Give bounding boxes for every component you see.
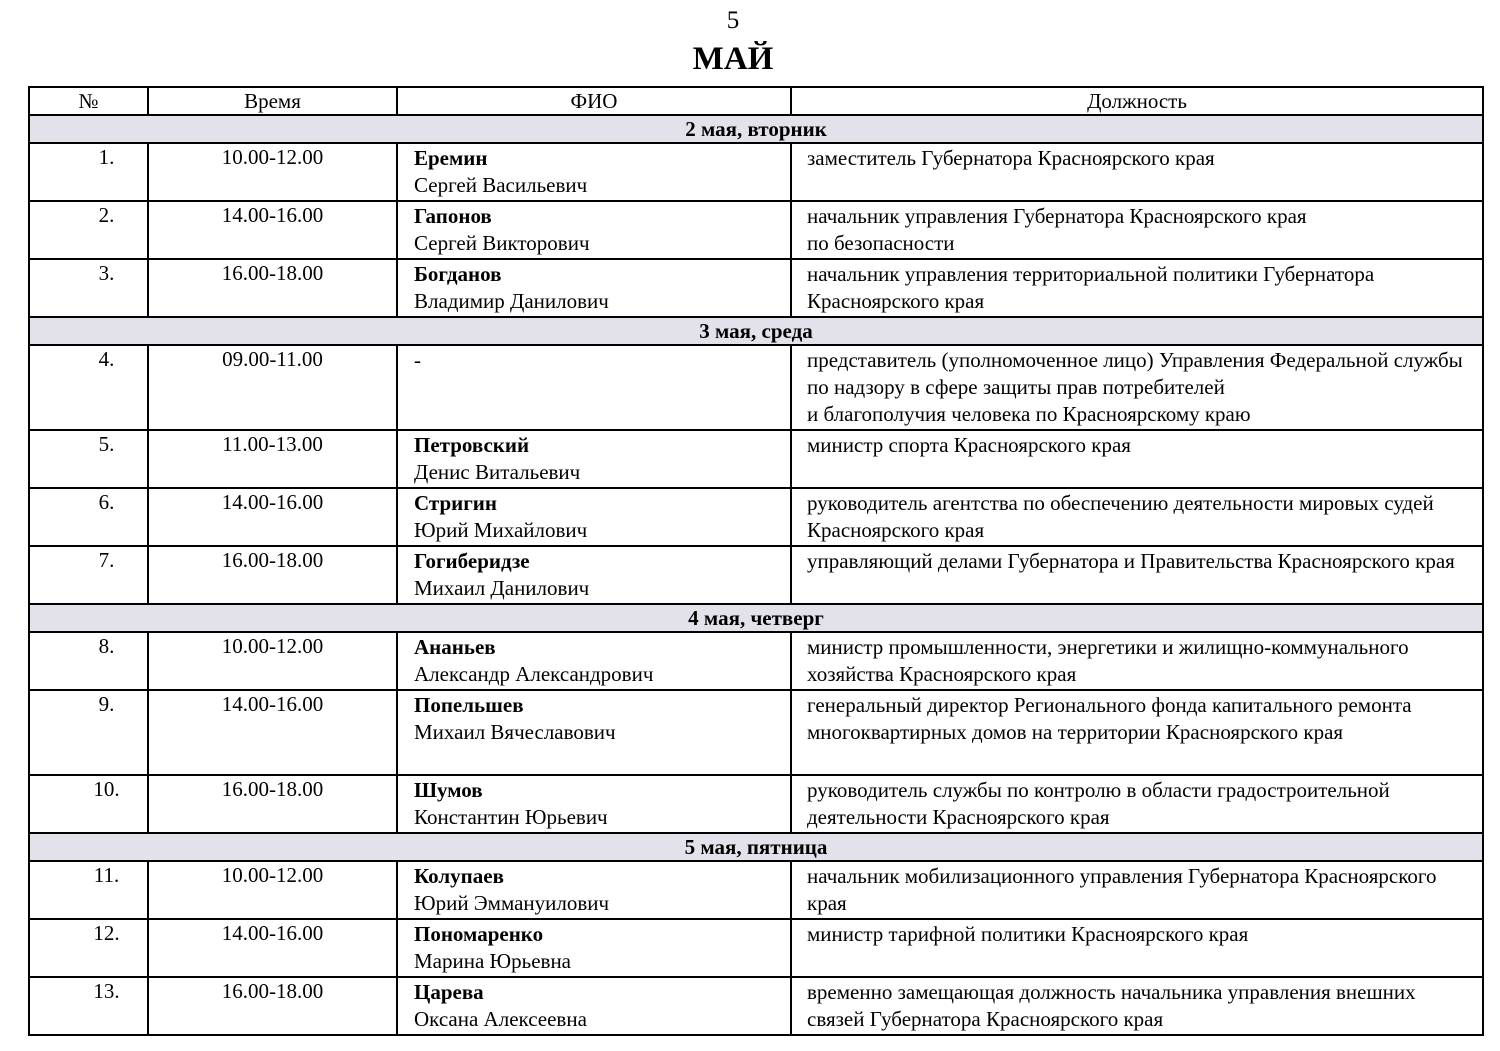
row-number-cell: [29, 632, 148, 690]
name-cell: [397, 546, 791, 604]
row-number-cell: [29, 775, 148, 833]
row-number: 13.: [93, 979, 120, 1003]
given-names: Марина Юрьевна: [414, 949, 571, 973]
table-row: [29, 201, 1483, 259]
time-cell: 10.00-12.00: [148, 632, 397, 690]
given-names: Оксана Алексеевна: [414, 1007, 587, 1031]
column-header-time: Время: [148, 87, 397, 115]
name-cell: [397, 143, 791, 201]
time-cell: 14.00-16.00: [148, 690, 397, 775]
row-number-cell: [29, 546, 148, 604]
column-header-number: №: [29, 87, 148, 115]
position-cell: руководитель службы по контролю в области градостроительной деятельности Красноярского края: [791, 775, 1483, 833]
time-cell: 16.00-18.00: [148, 775, 397, 833]
schedule-body: [29, 115, 1483, 1035]
column-header-name: ФИО: [397, 87, 791, 115]
row-number: 8.: [98, 634, 115, 658]
table-row: [29, 546, 1483, 604]
table-row: [29, 632, 1483, 690]
position-cell: начальник управления территориальной политики Губернатора Красноярского края: [791, 259, 1483, 317]
table-row: [29, 775, 1483, 833]
name-cell: [397, 919, 791, 977]
table-row: [29, 430, 1483, 488]
day-label: 2 мая, вторник: [29, 115, 1483, 143]
schedule-table: [28, 86, 1484, 1036]
position-cell: министр тарифной политики Красноярского края: [791, 919, 1483, 977]
name-cell: [397, 861, 791, 919]
row-number-cell: [29, 430, 148, 488]
name-cell: [397, 775, 791, 833]
row-number: 7.: [98, 548, 115, 572]
row-number: 2.: [98, 203, 115, 227]
day-header-row: [29, 604, 1483, 632]
table-row: [29, 488, 1483, 546]
surname: Колупаев: [414, 864, 504, 888]
given-names: Юрий Эммануилович: [414, 891, 610, 915]
position-cell: заместитель Губернатора Красноярского края: [791, 143, 1483, 201]
surname: Гапонов: [414, 204, 492, 228]
row-number: 5.: [98, 432, 115, 456]
position-cell: министр спорта Красноярского края: [791, 430, 1483, 488]
table-row: [29, 690, 1483, 775]
given-names: Сергей Викторович: [414, 231, 590, 255]
given-names: Владимир Данилович: [414, 289, 609, 313]
table-row: [29, 861, 1483, 919]
given-names: Михаил Данилович: [414, 576, 590, 600]
row-number-cell: [29, 690, 148, 775]
name-cell: [397, 977, 791, 1035]
name-cell: [397, 201, 791, 259]
time-cell: 10.00-12.00: [148, 143, 397, 201]
name-cell: [397, 259, 791, 317]
position-cell: управляющий делами Губернатора и Правительства Красноярского края: [791, 546, 1483, 604]
time-cell: 14.00-16.00: [148, 201, 397, 259]
row-number-cell: [29, 919, 148, 977]
row-number: 1.: [98, 145, 115, 169]
position-cell: начальник управления Губернатора Красноярского края по безопасности: [791, 201, 1483, 259]
given-names: Александр Александрович: [414, 662, 654, 686]
given-names: Сергей Васильевич: [414, 173, 588, 197]
name-cell: [397, 430, 791, 488]
surname: Попельшев: [414, 693, 524, 717]
surname: Пономаренко: [414, 922, 544, 946]
position-cell: руководитель агентства по обеспечению деятельности мировых судей Красноярского края: [791, 488, 1483, 546]
day-header-row: [29, 115, 1483, 143]
row-number: 4.: [98, 347, 115, 371]
surname: Стригин: [414, 491, 497, 515]
position-cell: генеральный директор Регионального фонда капитального ремонта многоквартирных домов на территории Красноярского края: [791, 690, 1483, 775]
table-header-row: [29, 87, 1483, 115]
day-label: 4 мая, четверг: [29, 604, 1483, 632]
position-cell: начальник мобилизационного управления Губернатора Красноярского края: [791, 861, 1483, 919]
day-label: 5 мая, пятница: [29, 833, 1483, 861]
day-label: 3 мая, среда: [29, 317, 1483, 345]
table-row: [29, 259, 1483, 317]
name-cell: [397, 345, 791, 430]
surname: Еремин: [414, 146, 488, 170]
row-number-cell: [29, 488, 148, 546]
table-row: [29, 345, 1483, 430]
given-names: Константин Юрьевич: [414, 805, 608, 829]
position-cell: министр промышленности, энергетики и жилищно-коммунального хозяйства Красноярского края: [791, 632, 1483, 690]
row-number-cell: [29, 259, 148, 317]
time-cell: 11.00-13.00: [148, 430, 397, 488]
given-names: -: [414, 348, 421, 372]
row-number: 3.: [98, 261, 115, 285]
surname: Петровский: [414, 433, 530, 457]
row-number-cell: [29, 345, 148, 430]
time-cell: 14.00-16.00: [148, 919, 397, 977]
row-number: 9.: [98, 692, 115, 716]
surname: Шумов: [414, 778, 483, 802]
time-cell: 10.00-12.00: [148, 861, 397, 919]
time-cell: 16.00-18.00: [148, 977, 397, 1035]
surname: Ананьев: [414, 635, 496, 659]
position-cell: временно замещающая должность начальника управления внешних связей Губернатора Красноярского края: [791, 977, 1483, 1035]
table-row: [29, 977, 1483, 1035]
row-number: 6.: [98, 490, 115, 514]
row-number: 11.: [93, 863, 120, 887]
table-row: [29, 919, 1483, 977]
time-cell: 16.00-18.00: [148, 546, 397, 604]
day-header-row: [29, 317, 1483, 345]
row-number-cell: [29, 861, 148, 919]
position-cell: представитель (уполномоченное лицо) Управления Федеральной службы по надзору в сфере защиты прав потребителей и благополучия человека по Красноярскому краю: [791, 345, 1483, 430]
surname: Гогиберидзе: [414, 549, 530, 573]
surname: Царева: [414, 980, 484, 1004]
time-cell: 09.00-11.00: [148, 345, 397, 430]
time-cell: 14.00-16.00: [148, 488, 397, 546]
given-names: Юрий Михайлович: [414, 518, 588, 542]
row-number-cell: [29, 143, 148, 201]
time-cell: 16.00-18.00: [148, 259, 397, 317]
page-number: 5: [726, 7, 740, 34]
column-header-position: Должность: [791, 87, 1483, 115]
table-row: [29, 143, 1483, 201]
surname: Богданов: [414, 262, 502, 286]
row-number-cell: [29, 201, 148, 259]
page-title: МАЙ: [692, 41, 774, 77]
row-number-cell: [29, 977, 148, 1035]
name-cell: [397, 690, 791, 775]
name-cell: [397, 488, 791, 546]
name-cell: [397, 632, 791, 690]
given-names: Денис Витальевич: [414, 460, 581, 484]
row-number: 12.: [93, 921, 120, 945]
day-header-row: [29, 833, 1483, 861]
given-names: Михаил Вячеславович: [414, 720, 616, 744]
row-number: 10.: [93, 777, 120, 801]
